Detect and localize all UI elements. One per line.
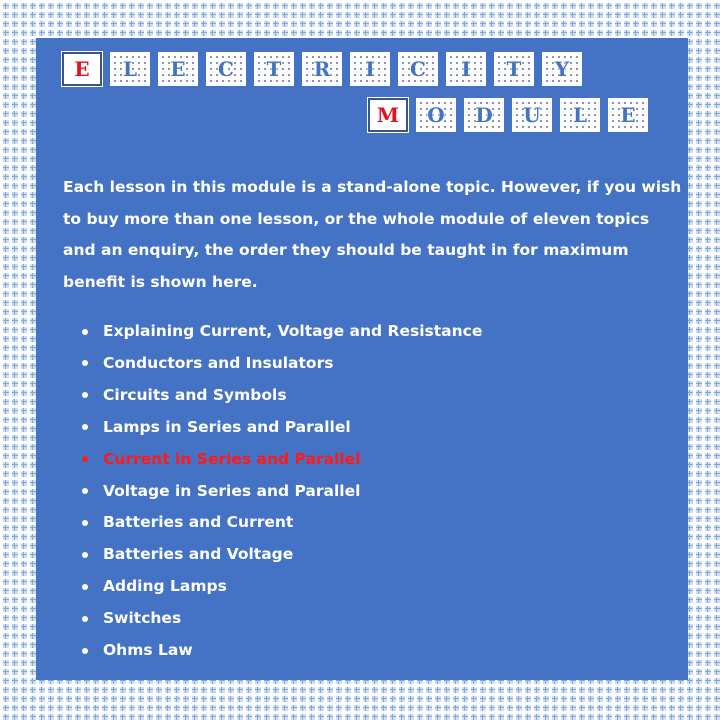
title-letter-tile: D bbox=[464, 98, 504, 132]
title-letter-tile: M bbox=[368, 98, 408, 132]
lesson-label: Adding Lamps bbox=[103, 577, 227, 596]
title-letter-tile: I bbox=[350, 52, 390, 86]
lesson-item bbox=[103, 539, 482, 571]
title-letter-tile: C bbox=[398, 52, 438, 86]
bullet-icon bbox=[82, 616, 88, 622]
bullet-icon bbox=[82, 329, 88, 335]
title-letter-tile: E bbox=[608, 98, 648, 132]
title-word-module bbox=[368, 98, 648, 132]
title-letter-tile: T bbox=[494, 52, 534, 86]
title-letter-tile: R bbox=[302, 52, 342, 86]
lesson-item bbox=[103, 348, 482, 380]
title-word-electricity bbox=[62, 52, 582, 86]
title-letter-tile: T bbox=[254, 52, 294, 86]
title-letter-tile: L bbox=[110, 52, 150, 86]
lesson-label: Batteries and Voltage bbox=[103, 545, 294, 564]
title-letter-tile: L bbox=[560, 98, 600, 132]
lesson-label: Switches bbox=[103, 609, 182, 628]
lesson-item bbox=[103, 571, 482, 603]
lesson-label: Ohms Law bbox=[103, 641, 193, 660]
lesson-item bbox=[103, 412, 482, 444]
bullet-icon bbox=[82, 360, 88, 366]
title-letter-tile: E bbox=[158, 52, 198, 86]
content-panel bbox=[36, 38, 688, 680]
title-letter-tile: I bbox=[446, 52, 486, 86]
lesson-item bbox=[103, 476, 482, 508]
lesson-list bbox=[103, 316, 482, 667]
title-letter-tile: U bbox=[512, 98, 552, 132]
bullet-icon bbox=[82, 648, 88, 654]
lesson-label: Circuits and Symbols bbox=[103, 385, 287, 404]
bullet-icon bbox=[82, 488, 88, 494]
bullet-icon bbox=[82, 584, 88, 590]
bullet-icon bbox=[82, 552, 88, 558]
lesson-item bbox=[103, 380, 482, 412]
lesson-label: Explaining Current, Voltage and Resistance bbox=[103, 322, 483, 340]
bullet-icon bbox=[82, 520, 88, 526]
bullet-icon bbox=[82, 456, 88, 462]
lesson-label: Voltage in Series and Parallel bbox=[103, 481, 361, 500]
intro-paragraph: Each lesson in this module is a stand-alone topic. However, if you wish to buy more than one lesson, or the whole module of eleven topics and an enquiry, the order they should be taught in for maximum benefit is shown here. bbox=[63, 178, 682, 291]
lesson-label: Current in Series and Parallel bbox=[103, 449, 361, 468]
title-letter-tile: C bbox=[206, 52, 246, 86]
bullet-icon bbox=[82, 424, 88, 430]
lesson-item bbox=[103, 316, 482, 348]
lesson-label: Lamps in Series and Parallel bbox=[103, 417, 351, 436]
title-letter-tile: Y bbox=[542, 52, 582, 86]
lesson-item bbox=[103, 507, 482, 539]
bullet-icon bbox=[82, 392, 88, 398]
title-letter-tile: E bbox=[62, 52, 102, 86]
lesson-label: Batteries and Current bbox=[103, 513, 294, 532]
lesson-item bbox=[103, 635, 482, 667]
lesson-item-highlighted bbox=[103, 444, 482, 476]
title-letter-tile: O bbox=[416, 98, 456, 132]
lesson-item bbox=[103, 603, 482, 635]
lesson-label: Conductors and Insulators bbox=[103, 353, 334, 372]
